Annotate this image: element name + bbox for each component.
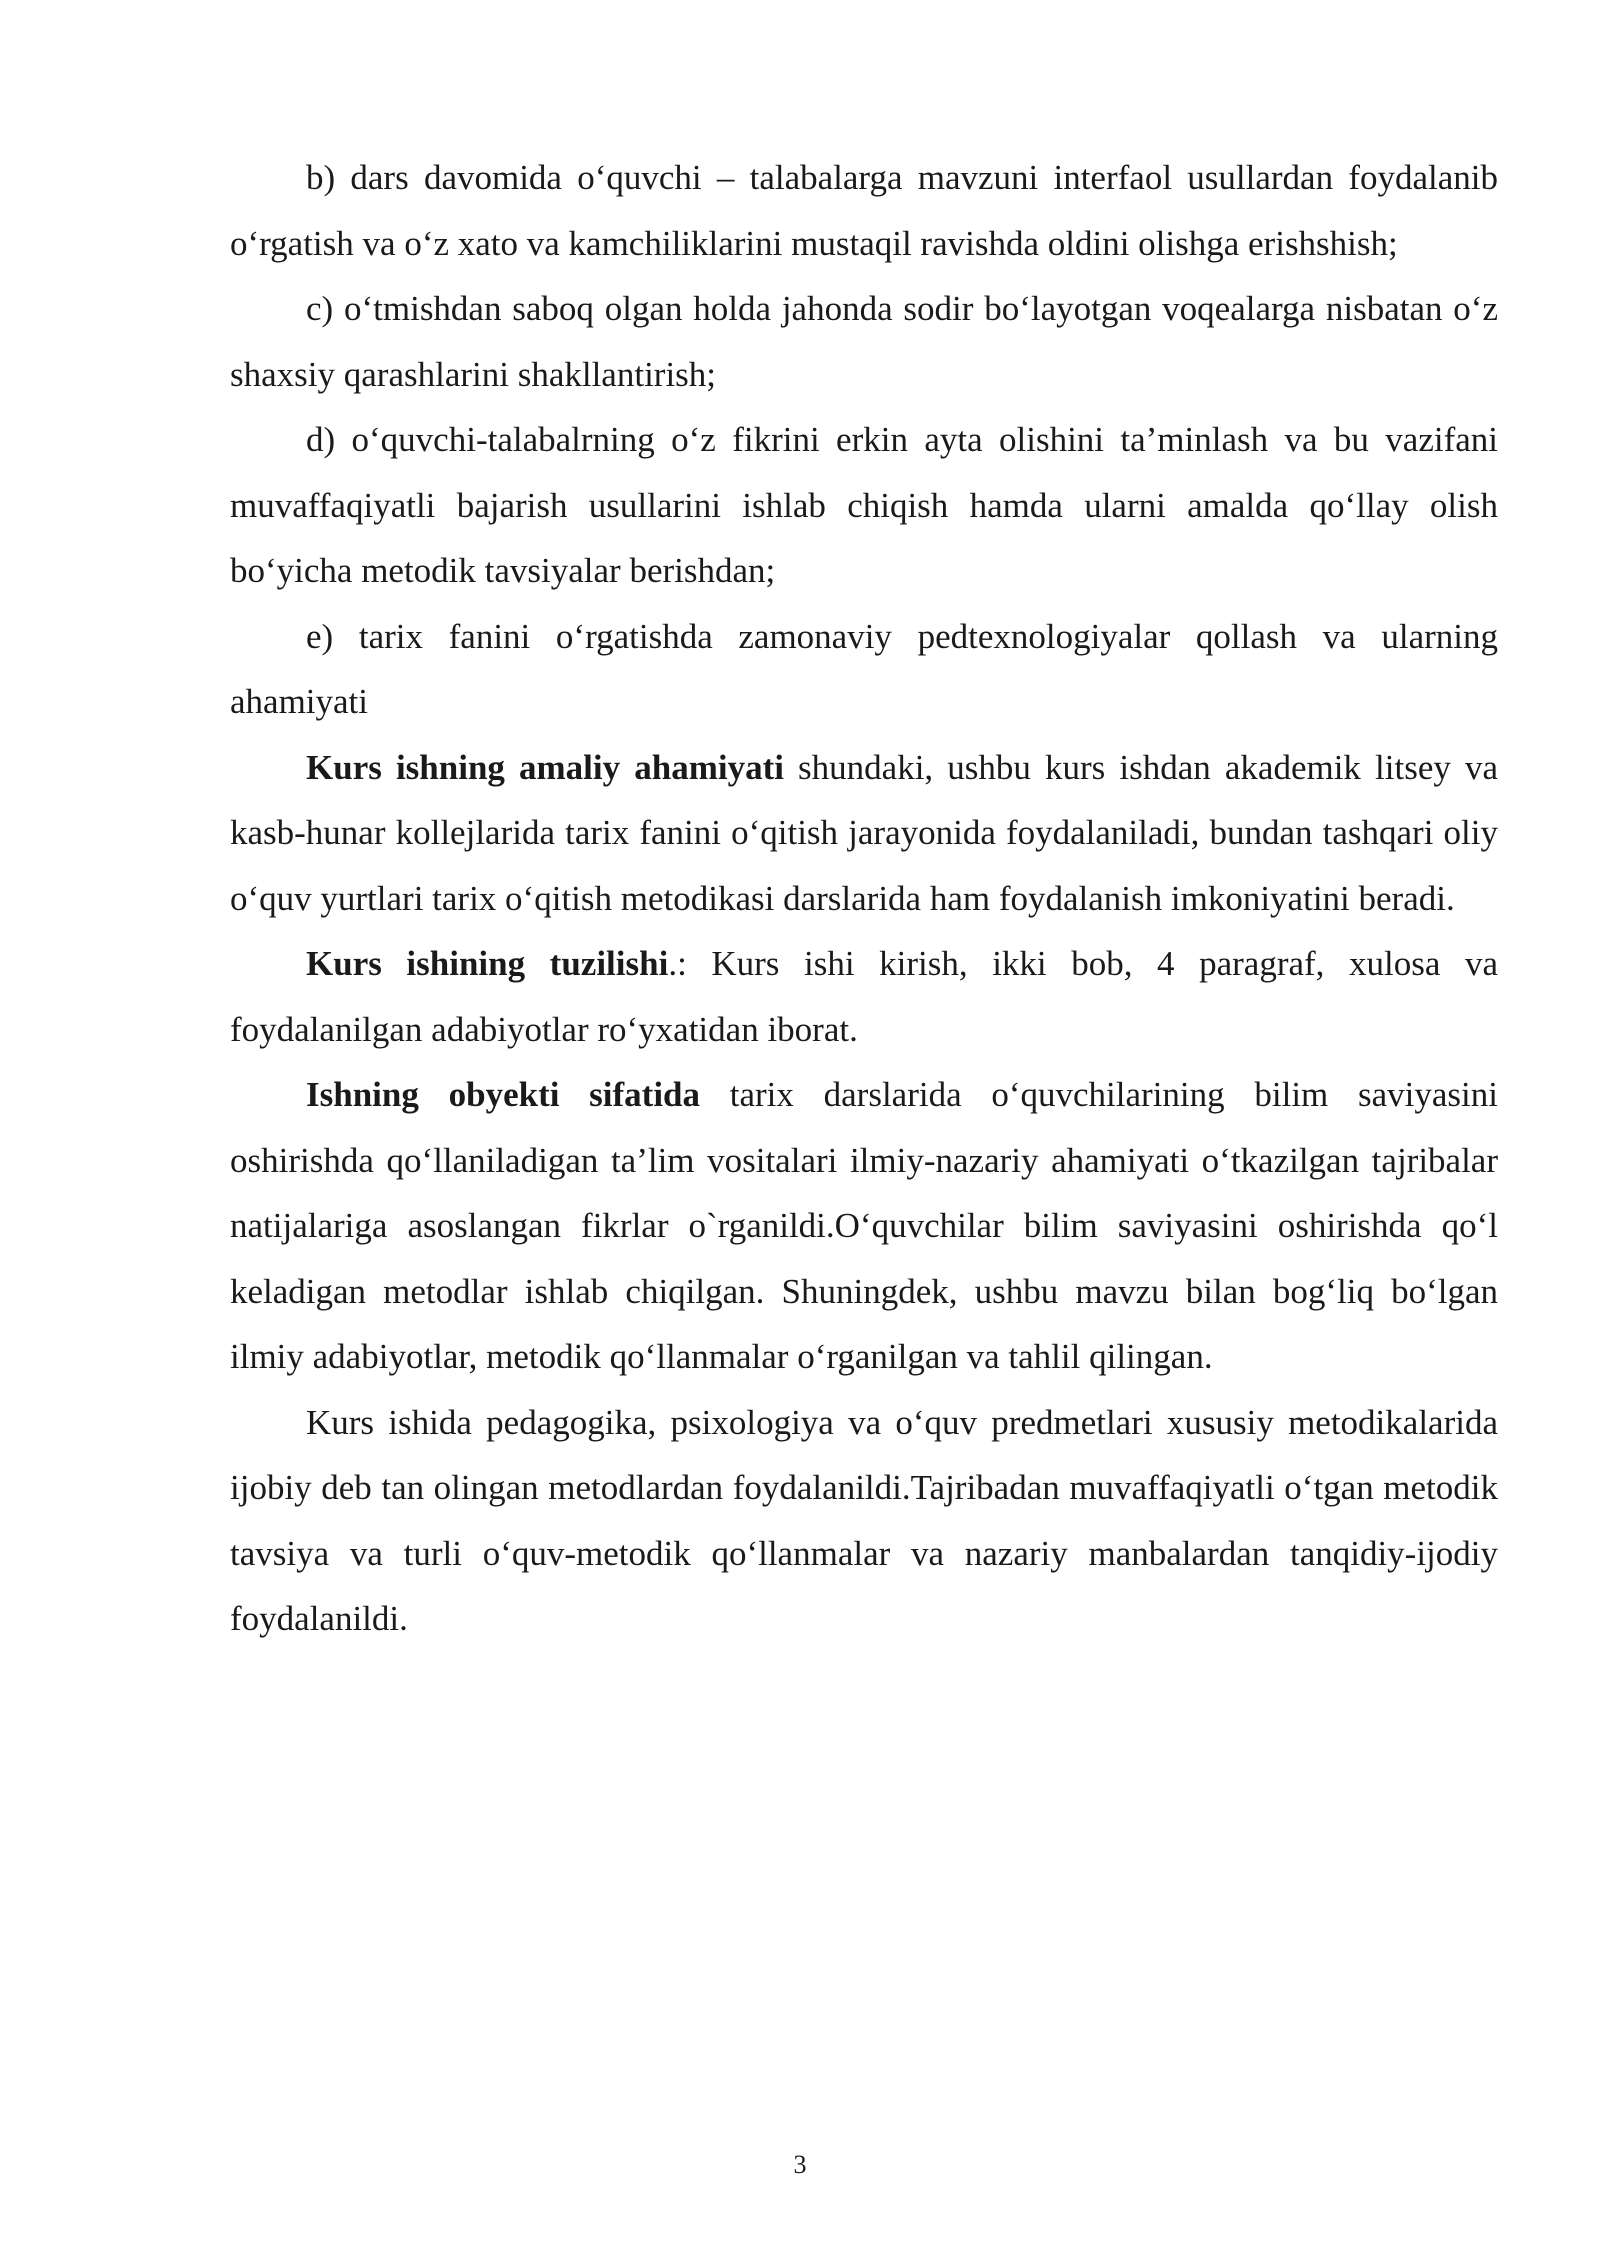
paragraph-bold-heading: Kurs ishning amaliy ahamiyati xyxy=(306,747,784,787)
paragraph-goal-d xyxy=(230,407,1498,604)
paragraph-text: shundaki, ushbu kurs ishdan akademik litsey va kasb-hunar kollejlarida tarix fanini o‘qitish jarayonida foydalaniladi, bundan tashqari oliy o‘quv yurtlari tarix o‘qitish metodikasi darslarida ham foydalanish imkoniyatini beradi. xyxy=(230,747,1498,918)
page-number: 3 xyxy=(793,2150,807,2179)
paragraph-methods xyxy=(230,1390,1498,1652)
paragraph-structure xyxy=(230,931,1498,1062)
paragraph-text: .: Kurs ishi kirish, ikki bob, 4 paragraf, xulosa va foydalanilgan adabiyotlar ro‘yxatidan iborat. xyxy=(230,944,1498,1049)
paragraph-text: b) dars davomida o‘quvchi – talabalarga mavzuni interfaol usullardan foydalanib o‘rgatish va o‘z xato va kamchiliklarini mustaqil ravishda oldini olishga erishshish; xyxy=(230,158,1498,263)
paragraph-bold-heading: Ishning obyekti sifatida xyxy=(306,1075,701,1114)
paragraph-text: tarix darslarida o‘quvchilarining bilim saviyasini oshirishda qo‘llaniladigan ta’lim vositalari ilmiy-nazariy ahamiyati o‘tkazilgan tajribalar natijalariga asoslangan fikrlar o`rganildi.O‘quvchilar bilim saviyasini oshirishda qo‘l keladigan metodlar ishlab chiqilgan. Shuningdek, ushbu mavzu bilan bog‘liq bo‘lgan ilmiy adabiyotlar, metodik qo‘llanmalar o‘rganilgan va tahlil qilingan. xyxy=(230,1075,1498,1376)
paragraph-practical-significance xyxy=(230,735,1498,932)
paragraph-goal-b xyxy=(230,145,1498,276)
paragraph-object xyxy=(230,1062,1498,1390)
paragraph-bold-heading: Kurs ishining tuzilishi xyxy=(306,944,669,983)
paragraph-text: e) tarix fanini o‘rgatishda zamonaviy pedtexnologiyalar qollash va ularning ahamiyati xyxy=(230,616,1498,721)
paragraph-goal-e xyxy=(230,604,1498,735)
document-page xyxy=(230,145,1498,1652)
paragraph-text: d) o‘quvchi-talabalrning o‘z fikrini erkin ayta olishini ta’minlash va bu vazifani muvaffaqiyatli bajarish usullarini ishlab chiqish hamda ularni amalda qo‘llay olish bo‘yicha metodik tavsiyalar berishdan; xyxy=(230,420,1498,590)
paragraph-text: c) o‘tmishdan saboq olgan holda jahonda sodir bo‘layotgan voqealarga nisbatan o‘z shaxsiy qarashlarini shakllantirish; xyxy=(230,289,1498,394)
paragraph-goal-c xyxy=(230,276,1498,407)
paragraph-text: Kurs ishida pedagogika, psixologiya va o‘quv predmetlari xususiy metodikalarida ijobiy deb tan olingan metodlardan foydalanildi.Tajribadan muvaffaqiyatli o‘tgan metodik tavsiya va turli o‘quv-metodik qo‘llanmalar va nazariy manbalardan tanqidiy-ijodiy foydalanildi. xyxy=(230,1402,1498,1638)
